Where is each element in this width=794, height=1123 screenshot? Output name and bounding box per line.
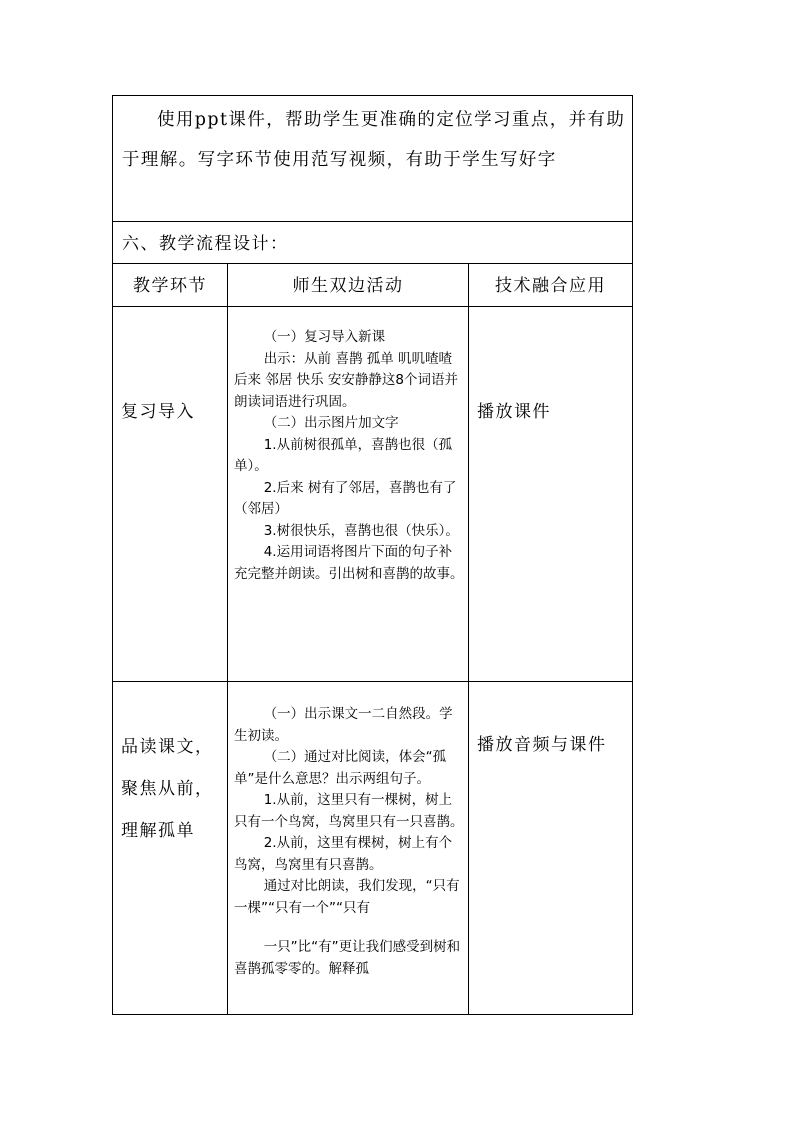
table-column-divider (227, 263, 228, 1015)
stage-line: 聚焦从前， (121, 779, 214, 799)
header-activities: 师生双边活动 (292, 276, 404, 296)
table-border-bottom (112, 1014, 633, 1015)
row2-stage (121, 726, 214, 852)
activity-line: （一）复习导入新课 (263, 329, 386, 345)
stage-line: 品读课文， (121, 737, 214, 757)
activity-line: 出示：从前 喜鹊 孤单 叽叽喳喳 后来 邻居 快乐 安安静静这8个词语并朗读词语进行巩固。 (234, 350, 458, 410)
activity-line: 1.从前树很孤单，喜鹊也很（孤单）。 (234, 436, 453, 474)
stage-line: 理解孤单 (121, 821, 195, 841)
intro-paragraph: 使用ppt课件，帮助学生更准确的定位学习重点，并有助于理解。写字环节使用范写视频，有助于学生写好字 (122, 110, 626, 170)
activity-line: 1.从前，这里只有一棵树，树上只有一个鸟窝，鸟窝里只有一只喜鹊。 (234, 792, 464, 830)
row1-stage: 复习导入 (121, 402, 195, 422)
activity-line: 4.运用词语将图片下面的句子补充完整并朗读。引出树和喜鹊的故事。 (234, 544, 464, 582)
row1-activities (234, 327, 464, 585)
section-title: 六、教学流程设计： (122, 234, 289, 254)
activity-line: 3.树很快乐，喜鹊也很（快乐）。 (263, 522, 459, 539)
table-column-divider (468, 263, 469, 1015)
activity-line: （二）通过对比阅读，体会“孤单”是什么意思？出示两组句子。 (234, 749, 447, 787)
table-border-top (112, 95, 633, 96)
paragraph-gap (234, 919, 464, 937)
table-rule (112, 681, 633, 682)
table-border-right (632, 95, 633, 1015)
activity-line: 2.从前，这里有棵树，树上有个鸟窝，鸟窝里有只喜鹊。 (234, 835, 453, 873)
table-rule (112, 306, 633, 307)
activity-line: （二）出示图片加文字 (263, 415, 399, 431)
activity-line: 2.后来 树有了邻居，喜鹊也有了（邻居） (234, 479, 457, 517)
table-rule (112, 221, 633, 222)
header-stage: 教学环节 (133, 276, 207, 296)
table-border-left (112, 95, 113, 1015)
row2-activities (234, 704, 464, 980)
activity-line: 一只”比“有”更让我们感受到树和喜鹊孤零零的。解释孤 (234, 939, 461, 977)
row2-tech: 播放音频与课件 (477, 735, 607, 755)
activity-line: （一）出示课文一二自然段。学生初读。 (234, 706, 453, 744)
table-rule (112, 263, 633, 264)
header-tech: 技术融合应用 (495, 276, 606, 296)
intro-cell (122, 100, 628, 180)
activity-line: 通过对比朗读，我们发现，“只有一棵”“只有一个”“只有 (234, 878, 460, 916)
row1-tech: 播放课件 (477, 402, 551, 422)
